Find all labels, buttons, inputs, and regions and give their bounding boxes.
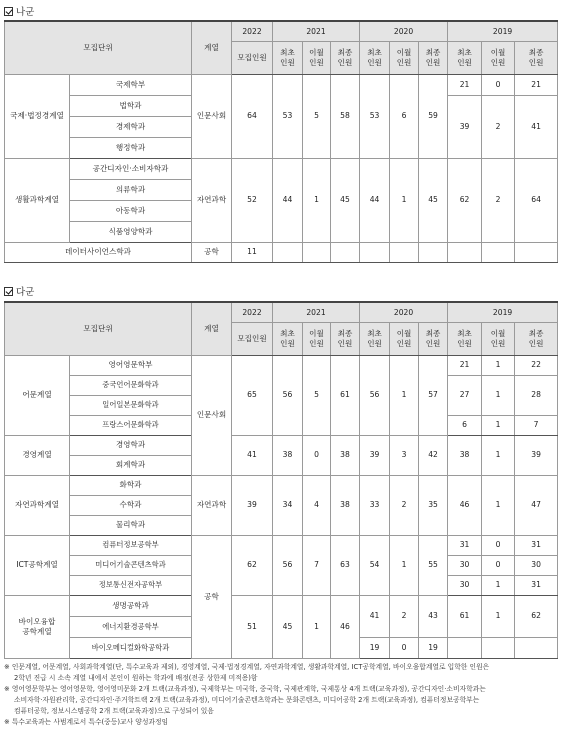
value-cell: 0 <box>303 435 331 475</box>
value-cell: 28 <box>515 375 558 415</box>
header-2021: 2021 <box>273 302 360 322</box>
dept-cell: 국제학부 <box>70 74 192 95</box>
dept-cell: 정보통신전자공학부 <box>70 575 192 595</box>
value-cell: 0 <box>482 535 515 555</box>
value-cell: 55 <box>419 535 448 595</box>
header-initial: 최초 인원 <box>360 322 390 355</box>
header-2020: 2020 <box>360 21 448 41</box>
value-cell: 58 <box>331 74 360 158</box>
header-field: 계열 <box>192 302 232 355</box>
value-cell: 1 <box>482 575 515 595</box>
value-cell: 21 <box>515 74 558 95</box>
value-cell: 64 <box>515 158 558 242</box>
value-cell: 2 <box>482 95 515 158</box>
dept-cell: 영어영문학부 <box>70 355 192 375</box>
dept-cell: 아동학과 <box>70 200 192 221</box>
dept-cell: 생명공학과 <box>70 595 192 616</box>
dept-cell: 법학과 <box>70 95 192 116</box>
header-unit: 모집단위 <box>5 21 192 74</box>
header-recruit: 모집인원 <box>232 41 273 74</box>
table-da <box>4 301 558 659</box>
value-cell: 1 <box>390 158 419 242</box>
value-cell: 59 <box>419 74 448 158</box>
value-cell: 30 <box>448 555 482 575</box>
group-name: 데이터사이언스학과 <box>5 242 192 262</box>
header-transfer: 이월 인원 <box>303 322 331 355</box>
header-final: 최종 인원 <box>515 41 558 74</box>
value-cell: 51 <box>232 595 273 658</box>
section-title-na: 나군 <box>4 4 34 18</box>
group-name: 바이오융합 공학계열 <box>5 595 70 658</box>
group-name: 국제·법정경계열 <box>5 74 70 158</box>
value-cell: 2 <box>390 595 419 637</box>
dept-cell: 행정학과 <box>70 137 192 158</box>
value-cell: 30 <box>515 555 558 575</box>
section-title-da: 다군 <box>4 284 34 298</box>
value-cell: 1 <box>482 595 515 637</box>
value-cell: 1 <box>482 475 515 535</box>
group-name: ICT공학계열 <box>5 535 70 595</box>
value-cell: 41 <box>515 95 558 158</box>
value-cell: 41 <box>360 595 390 637</box>
value-cell: 65 <box>232 355 273 435</box>
value-cell: 7 <box>515 415 558 435</box>
value-cell: 35 <box>419 475 448 535</box>
note-line: 소비자학·자원관리학, 공간디자인·주거학트랙 2개 트랙(교육과정), 미디어기술콘텐츠학과는 문화콘텐츠, 미디어공학 2개 트랙(교육과정), 컴퓨터정보공학부는 <box>14 696 480 705</box>
header-2019: 2019 <box>448 21 558 41</box>
value-cell: 39 <box>232 475 273 535</box>
header-2020: 2020 <box>360 302 448 322</box>
note-line: ※ 영어영문학부는 영어영문학, 영어영미문화 2개 트랙(교육과정), 국제학부는 미국학, 중국학, 국제관계학, 국제통상 4개 트랙(교육과정), 공간디자인·소비자학과는 <box>4 685 486 694</box>
header-final: 최종 인원 <box>515 322 558 355</box>
group-name: 자연과학계열 <box>5 475 70 535</box>
value-cell: 1 <box>390 355 419 435</box>
header-final: 최종 인원 <box>331 41 360 74</box>
dept-cell: 컴퓨터정보공학부 <box>70 535 192 555</box>
field-cell: 인문사회 <box>192 355 232 475</box>
header-initial: 최초 인원 <box>273 322 303 355</box>
dept-cell: 일어일본문화학과 <box>70 395 192 415</box>
value-cell: 11 <box>232 242 273 262</box>
value-cell: 39 <box>515 435 558 475</box>
value-cell: 62 <box>515 595 558 637</box>
header-unit: 모집단위 <box>5 302 192 355</box>
dept-cell: 중국언어문화학과 <box>70 375 192 395</box>
header-initial: 최초 인원 <box>360 41 390 74</box>
group-name: 경영계열 <box>5 435 70 475</box>
dept-cell: 수학과 <box>70 495 192 515</box>
value-cell: 45 <box>419 158 448 242</box>
value-cell: 1 <box>303 158 331 242</box>
value-cell: 27 <box>448 375 482 415</box>
value-cell: 33 <box>360 475 390 535</box>
value-cell: 52 <box>232 158 273 242</box>
value-cell: 6 <box>390 74 419 158</box>
value-cell: 56 <box>360 355 390 435</box>
value-cell: 4 <box>303 475 331 535</box>
value-cell: 61 <box>448 595 482 637</box>
value-cell: 39 <box>360 435 390 475</box>
table-na <box>4 20 558 263</box>
field-cell: 자연과학 <box>192 475 232 535</box>
dept-cell: 바이오메디컬화학공학과 <box>70 637 192 658</box>
dept-cell: 미디어기술콘텐츠학과 <box>70 555 192 575</box>
value-cell: 45 <box>273 595 303 658</box>
checkbox-icon <box>4 287 13 296</box>
field-cell: 공학 <box>192 535 232 658</box>
field-cell: 인문사회 <box>192 74 232 158</box>
value-cell: 1 <box>482 415 515 435</box>
header-initial: 최초 인원 <box>273 41 303 74</box>
value-cell: 21 <box>448 355 482 375</box>
dept-cell: 의류학과 <box>70 179 192 200</box>
value-cell: 2 <box>482 158 515 242</box>
header-recruit: 모집인원 <box>232 322 273 355</box>
header-initial: 최초 인원 <box>448 41 482 74</box>
header-final: 최종 인원 <box>331 322 360 355</box>
header-transfer: 이월 인원 <box>482 41 515 74</box>
value-cell: 42 <box>419 435 448 475</box>
value-cell: 30 <box>448 575 482 595</box>
header-field: 계열 <box>192 21 232 74</box>
value-cell: 31 <box>515 575 558 595</box>
value-cell: 45 <box>331 158 360 242</box>
value-cell: 43 <box>419 595 448 637</box>
value-cell: 1 <box>482 375 515 415</box>
value-cell: 0 <box>390 637 419 658</box>
header-2022: 2022 <box>232 302 273 322</box>
dept-cell: 경영학과 <box>70 435 192 455</box>
header-initial: 최초 인원 <box>448 322 482 355</box>
value-cell: 2 <box>390 475 419 535</box>
note-line: ※ 특수교육과는 사범계로서 특수(중등)교사 양성과정임 <box>4 718 169 727</box>
value-cell: 19 <box>419 637 448 658</box>
value-cell: 46 <box>448 475 482 535</box>
field-cell: 공학 <box>192 242 232 262</box>
value-cell: 19 <box>360 637 390 658</box>
value-cell: 41 <box>232 435 273 475</box>
note-line: ※ 인문계열, 어문계열, 사회과학계열(단, 특수교육과 제외), 경영계열, 국제·법정경계열, 자연과학계열, 생활과학계열, ICT공학계열, 바이오융합계열로 입학한 인원은 <box>4 663 490 671</box>
header-transfer: 이월 인원 <box>303 41 331 74</box>
group-name: 어문계열 <box>5 355 70 435</box>
value-cell: 56 <box>273 535 303 595</box>
value-cell: 38 <box>448 435 482 475</box>
value-cell: 47 <box>515 475 558 535</box>
value-cell: 0 <box>482 555 515 575</box>
dept-cell: 경제학과 <box>70 116 192 137</box>
dept-cell: 식품영양학과 <box>70 221 192 242</box>
group-name: 생활과학계열 <box>5 158 70 242</box>
value-cell: 61 <box>331 355 360 435</box>
value-cell: 31 <box>515 535 558 555</box>
header-final: 최종 인원 <box>419 322 448 355</box>
value-cell: 44 <box>360 158 390 242</box>
notes <box>4 662 557 729</box>
value-cell: 39 <box>448 95 482 158</box>
value-cell: 38 <box>331 435 360 475</box>
value-cell: 22 <box>515 355 558 375</box>
value-cell: 53 <box>273 74 303 158</box>
dept-cell: 에너지환경공학부 <box>70 616 192 637</box>
value-cell: 56 <box>273 355 303 435</box>
value-cell: 1 <box>303 595 331 658</box>
field-cell: 자연과학 <box>192 158 232 242</box>
value-cell: 1 <box>390 535 419 595</box>
value-cell: 63 <box>331 535 360 595</box>
value-cell: 1 <box>482 435 515 475</box>
dept-cell: 공간디자인·소비자학과 <box>70 158 192 179</box>
dept-cell: 프랑스어문화학과 <box>70 415 192 435</box>
value-cell: 38 <box>331 475 360 535</box>
value-cell: 57 <box>419 355 448 435</box>
dept-cell: 회계학과 <box>70 455 192 475</box>
value-cell: 3 <box>390 435 419 475</box>
dept-cell: 화학과 <box>70 475 192 495</box>
checkbox-icon <box>4 7 13 16</box>
value-cell: 62 <box>232 535 273 595</box>
value-cell: 5 <box>303 355 331 435</box>
header-transfer: 이월 인원 <box>482 322 515 355</box>
value-cell: 44 <box>273 158 303 242</box>
header-2022: 2022 <box>232 21 273 41</box>
value-cell: 7 <box>303 535 331 595</box>
value-cell: 62 <box>448 158 482 242</box>
header-2019: 2019 <box>448 302 558 322</box>
value-cell: 21 <box>448 74 482 95</box>
header-transfer: 이월 인원 <box>390 322 419 355</box>
value-cell: 0 <box>482 74 515 95</box>
value-cell: 5 <box>303 74 331 158</box>
value-cell: 64 <box>232 74 273 158</box>
value-cell: 31 <box>448 535 482 555</box>
note-line: 2학년 진급 시 소속 계열 내에서 본인이 원하는 학과에 배정(전공 상한제 미적용)함 <box>14 674 258 683</box>
value-cell: 54 <box>360 535 390 595</box>
value-cell: 46 <box>331 595 360 658</box>
value-cell: 1 <box>482 355 515 375</box>
header-2021: 2021 <box>273 21 360 41</box>
value-cell: 6 <box>448 415 482 435</box>
value-cell: 53 <box>360 74 390 158</box>
value-cell: 38 <box>273 435 303 475</box>
dept-cell: 물리학과 <box>70 515 192 535</box>
header-final: 최종 인원 <box>419 41 448 74</box>
note-line: 컴퓨터공학, 정보시스템공학 2개 트랙(교육과정)으로 구성되어 있음 <box>14 707 214 716</box>
header-transfer: 이월 인원 <box>390 41 419 74</box>
value-cell: 34 <box>273 475 303 535</box>
